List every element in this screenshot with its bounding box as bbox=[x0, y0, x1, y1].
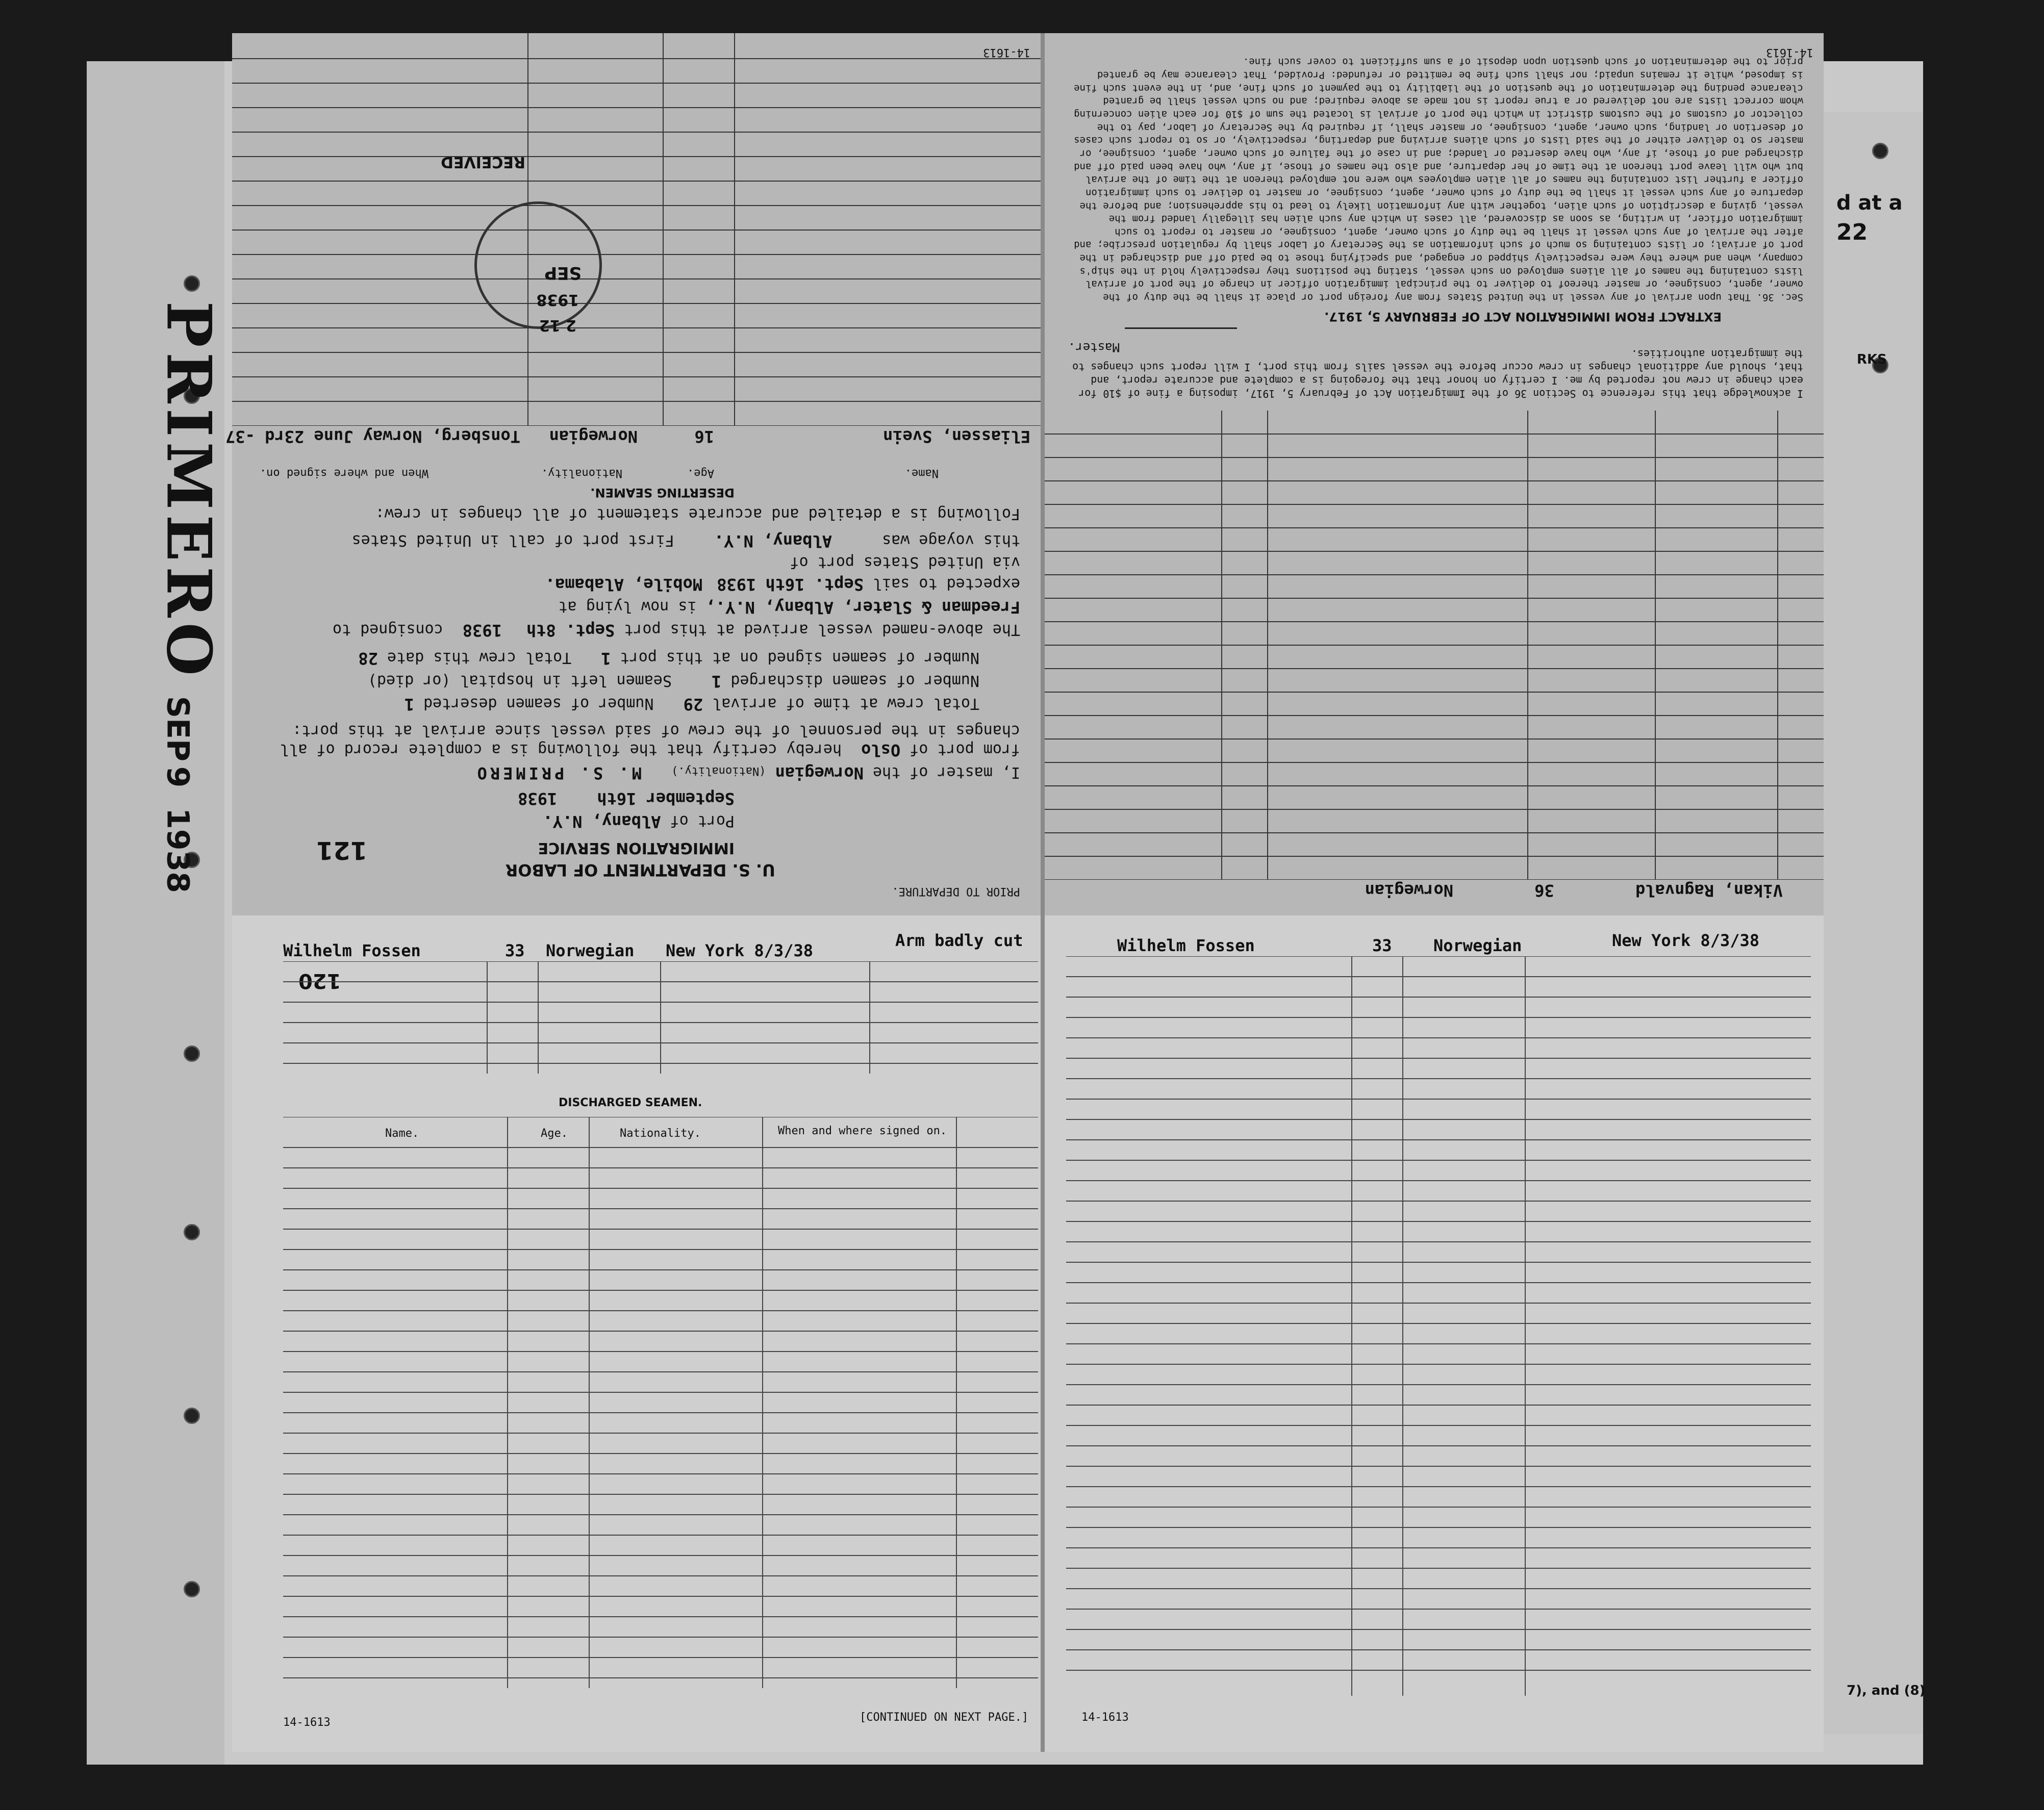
row1-age: 33 bbox=[505, 941, 525, 960]
received-stamp bbox=[474, 201, 602, 329]
port-label: Port of bbox=[670, 812, 735, 830]
extract-body: Sec. 36. That upon arrival of any vessel in the United States from any foreign port or place it shall be the duty of the owner, agent, consignee, or master thereof to deliver to the principal immigration officer in charge of the port of arrival lists containing the names of all aliens employed on such vessel, stating the positions they respectively hold in the ship's company, when and where they were respectively shipped or engaged, and specifying those to be paid off and discharged in the port of arrival; or lists containing so much of such information as the Secretary of Labor shall by regulation prescribe; and after the arrival of any such vessel it shall be the duty of such owner, agent, consignee, or master to report to such immigration officer, in writing, as soon as discovered, all cases in which any such alien has illegally landed from the vessel, giving a description of such alien, together with any information likely to lead to his apprehension; and before the departure of any such vessel it shall be the duty of such owner, agent, consignee, or master to deliver to such immigration officer a further list containing the names of all alien employees who were not employed thereon at the time of the arrival but who will leave port thereon at the time of her departure, and also the names of those, if any, who have been paid off and discharged and of those, if any, who have deserted or landed; and in case of the failure of such owner, agent, consignee, or master so to deliver either of the said lists of such aliens arriving and departing, respectively, or so to report such cases of desertion or landing, such owner, agent, consignee, or master shall, if required by the Secretary of Labor, pay to the collector of customs of the customs district in which the port of arrival is located the sum of $10 for each alien concerning whom correct lists are not delivered or a true report is not made as above required; and no such vessel shall be granted clearance pending the determination of the question of the liability to the payment of such fine, and, in the event such fine is imposed, while it remains unpaid; nor shall such fine be remitted or refunded: Provided, That clearance may be granted prior to the determination of such question upon deposit of a sum sufficient to cover such fine. bbox=[1074, 56, 1803, 303]
signed-on-label: Number of seamen signed on at this port bbox=[620, 649, 979, 667]
statement-intro: Following is a detailed and accurate statement of all changes in crew: bbox=[375, 505, 1020, 523]
master-label: Master. bbox=[1068, 340, 1120, 354]
acknowledge-text: I acknowledge that this reference to Section 36 of the Immigration Act of February 5, 1917, imposing a fine of $10 for each change in crew not reported by me. I certify on honor that the foregoing is a complete and accurate report, and that, should any additional changes in crew occur before the vessel sails from this port, I will report such changes to the immigration authorities. bbox=[1072, 348, 1803, 400]
arrived-date: Sept. 8th bbox=[526, 621, 615, 640]
department-title: U. S. DEPARTMENT OF LABOR bbox=[505, 860, 775, 880]
center-fold bbox=[1041, 33, 1045, 1752]
extract-title: EXTRACT FROM IMMIGRATION ACT OF FEBRUARY 5, 1917. bbox=[1324, 310, 1722, 324]
vessel-handwritten: PRIMERO bbox=[153, 301, 225, 681]
stamp-month: SEP bbox=[544, 263, 582, 283]
stamp-year: 1938 bbox=[536, 291, 579, 309]
row-nationality: Norwegian bbox=[1365, 881, 1453, 900]
stamp-received: RECEIVED bbox=[441, 153, 525, 171]
prior-label: PRIOR TO DEPARTURE. bbox=[892, 885, 1020, 898]
right-fragment-4: 7), and (8) bbox=[1847, 1683, 1926, 1698]
first-port-label: First port of call in United States bbox=[351, 531, 674, 549]
date-line: September 16th bbox=[597, 789, 735, 808]
row-age: 36 bbox=[1534, 881, 1554, 900]
top-rows-grid bbox=[283, 961, 1038, 1079]
deserting-title: DESERTING SEAMEN. bbox=[590, 486, 735, 500]
top-left-page bbox=[225, 33, 1041, 915]
left-margin-annotation bbox=[133, 301, 225, 1097]
bottom-right-page bbox=[1041, 915, 1824, 1752]
vessel-name: M. S. PRIMERO bbox=[474, 763, 642, 783]
right-row1-nationality: Norwegian bbox=[1433, 936, 1522, 955]
master-line: I, master of the bbox=[873, 763, 1020, 781]
bottom-left-form-number: 14-1613 bbox=[283, 1716, 331, 1729]
row1-name: Wilhelm Fossen bbox=[283, 941, 421, 960]
total-arrival-value: 29 bbox=[683, 695, 703, 714]
nationality-caption: (Nationality.) bbox=[671, 764, 766, 777]
destination: Mobile, Alabama. bbox=[545, 575, 703, 594]
now-lying-label: is now lying at bbox=[558, 598, 697, 616]
bottom-left-page bbox=[232, 915, 1038, 1752]
via-label: via United States port of bbox=[790, 553, 1020, 571]
signed-on-value: 1 bbox=[601, 649, 611, 668]
expected-date: Sept. 16th bbox=[765, 575, 864, 594]
row1-remark: Arm badly cut bbox=[895, 931, 1023, 950]
binder-hole bbox=[1872, 143, 1888, 159]
consigned-to: Freedman & Slater, Albany, N.Y., bbox=[705, 598, 1020, 617]
deserter-age: 16 bbox=[694, 427, 714, 446]
stamp-day: 2 12 bbox=[539, 316, 576, 334]
margin-year: 1938 bbox=[160, 808, 196, 894]
binder-hole bbox=[184, 1581, 200, 1597]
bottom-sheet bbox=[232, 915, 1824, 1752]
discharged-col-signed-on: When and where signed on. bbox=[778, 1125, 947, 1137]
date-year: 1938 bbox=[518, 789, 558, 808]
margin-month: SEP bbox=[160, 696, 196, 761]
discharged-title: DISCHARGED SEAMEN. bbox=[559, 1097, 702, 1109]
col-name: Name. bbox=[904, 467, 939, 479]
form-number-right: 14-1613 bbox=[1766, 46, 1813, 59]
discharged-col-age: Age. bbox=[541, 1127, 568, 1140]
right-fragment-2: 22 bbox=[1836, 219, 1868, 245]
top-right-table-grid bbox=[1043, 411, 1824, 880]
hospital-label: Seamen left in hospital (or died) bbox=[367, 672, 672, 690]
discharged-col-name: Name. bbox=[385, 1127, 419, 1140]
service-title: IMMIGRATION SERVICE bbox=[538, 839, 735, 857]
deserted-value: 1 bbox=[404, 695, 414, 714]
discharged-value: 1 bbox=[712, 672, 722, 691]
nationality-value: Norwegian bbox=[775, 763, 864, 783]
total-arrival-label: Total crew at time of arrival bbox=[712, 695, 979, 712]
from-port: Oslo bbox=[861, 741, 901, 760]
col-nationality: Nationality. bbox=[541, 467, 622, 479]
voyage-label: this voyage was bbox=[882, 531, 1020, 549]
top-sheet bbox=[225, 33, 1824, 915]
right-fragment-3: RKS bbox=[1857, 352, 1887, 367]
col-age: Age. bbox=[687, 467, 714, 479]
certify-text: changes in the personnel of the crew of said vessel since arrival at this port: bbox=[292, 722, 1020, 740]
discharged-label: Number of seamen discharged bbox=[730, 672, 979, 690]
master-signature bbox=[1125, 327, 1237, 360]
arrived-label: The above-named vessel arrived at this port bbox=[624, 621, 1020, 639]
binder-hole bbox=[184, 1224, 200, 1240]
col-signed-on: When and where signed on. bbox=[259, 467, 428, 479]
binder-hole bbox=[184, 275, 200, 292]
right-fragment-1: d at a bbox=[1836, 191, 1903, 215]
deserter-signed-on: Tonsberg, Norway June 23rd -37 bbox=[225, 427, 520, 446]
arrived-year: 1938 bbox=[462, 621, 502, 640]
bottom-right-table-grid bbox=[1066, 956, 1811, 1696]
right-row1-name: Wilhelm Fossen bbox=[1117, 936, 1255, 955]
deserter-nationality: Norwegian bbox=[549, 427, 638, 446]
expected-label: expected to sail bbox=[873, 575, 1020, 593]
deserted-label: Number of seamen deserted bbox=[423, 695, 654, 712]
row-name: Vikan, Ragnvald bbox=[1635, 881, 1783, 900]
margin-day: 9 bbox=[160, 766, 196, 788]
port-value: Albany, N.Y. bbox=[543, 812, 661, 831]
expected-year: 1938 bbox=[717, 575, 756, 594]
hereby-text: hereby certify that the following is a complete record of all bbox=[280, 741, 842, 758]
mirror-number: 120 bbox=[298, 969, 341, 992]
consigned-label: consigned to bbox=[332, 621, 443, 639]
deserter-name: Eliassen, Svein bbox=[883, 427, 1030, 446]
page-number: 121 bbox=[316, 836, 367, 864]
binder-hole bbox=[184, 1408, 200, 1424]
right-row1-age: 33 bbox=[1372, 936, 1392, 955]
discharged-col-nationality: Nationality. bbox=[620, 1127, 701, 1140]
right-row1-signed-on: New York 8/3/38 bbox=[1612, 931, 1759, 950]
continued-label: [CONTINUED ON NEXT PAGE.] bbox=[860, 1711, 1029, 1724]
from-port-label: from port of bbox=[910, 741, 1020, 758]
row1-signed-on: New York 8/3/38 bbox=[666, 941, 813, 960]
bottom-right-form-number: 14-1613 bbox=[1081, 1711, 1129, 1724]
row1-nationality: Norwegian bbox=[546, 941, 635, 960]
deserting-table-grid bbox=[232, 33, 1041, 426]
total-crew-date-label: Total crew this date bbox=[387, 649, 572, 667]
total-crew-date-value: 28 bbox=[358, 649, 378, 668]
form-number: 14-1613 bbox=[983, 46, 1030, 59]
discharged-table-grid bbox=[283, 1117, 1038, 1703]
voyage-port: Albany, N.Y. bbox=[714, 531, 832, 551]
top-right-page bbox=[1043, 33, 1824, 915]
